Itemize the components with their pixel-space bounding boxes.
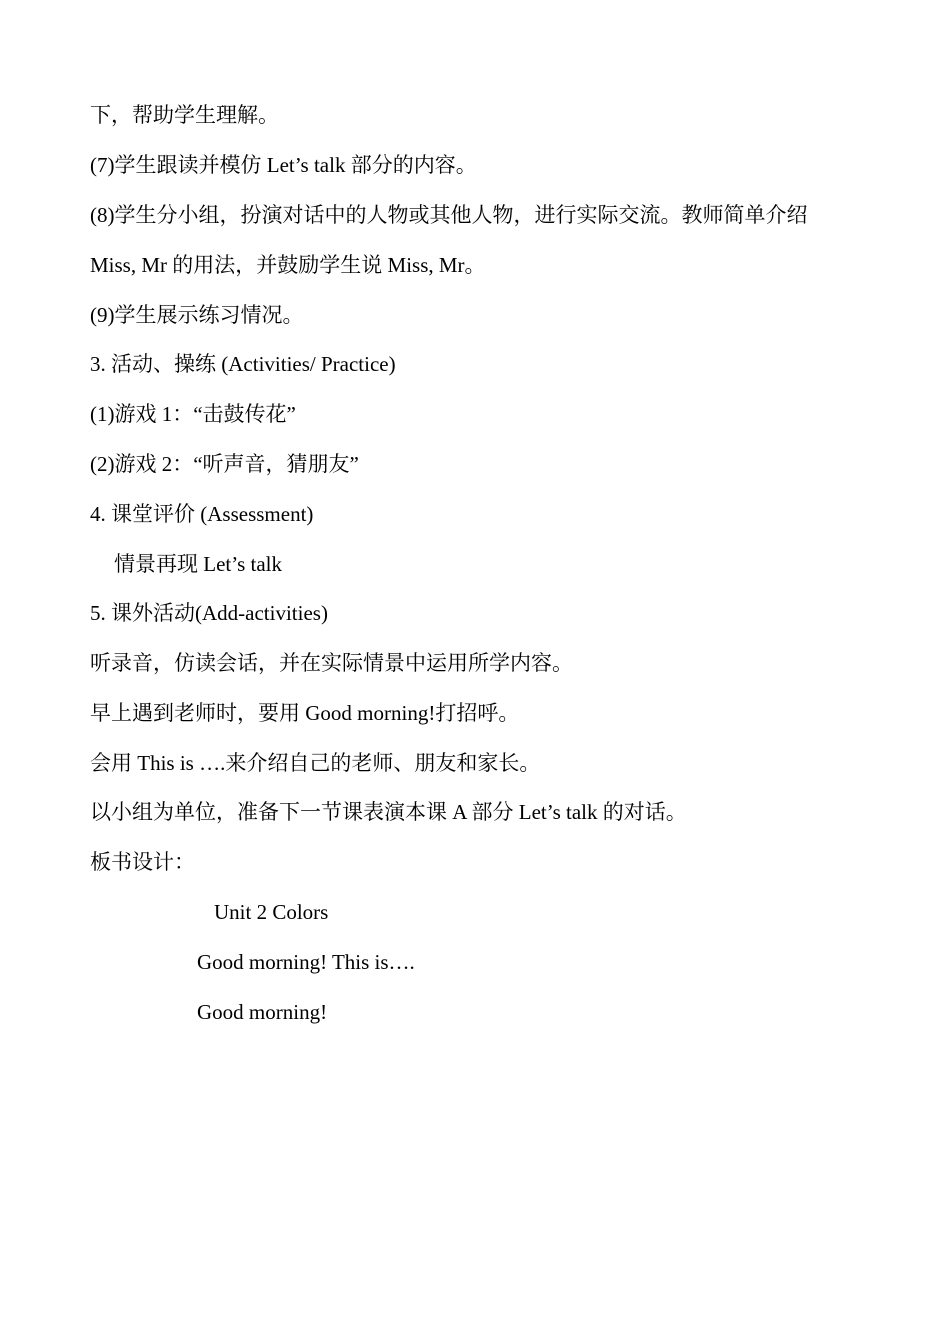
text-line-12: 听录音，仿读会话，并在实际情景中运用所学内容。 bbox=[90, 651, 573, 675]
section-heading-assessment: 4. 课堂评价 (Assessment) bbox=[90, 502, 314, 526]
text-line-1: 下，帮助学生理解。 bbox=[90, 103, 279, 127]
board-line-1: Good morning! This is…. bbox=[197, 950, 415, 974]
section-heading-add-activities: 5. 课外活动(Add-activities) bbox=[90, 601, 328, 625]
text-line-14: 会用 This is ….来介绍自己的老师、朋友和家长。 bbox=[90, 751, 541, 775]
text-line-15: 以小组为单位，准备下一节课表演本课 A 部分 Let’s talk 的对话。 bbox=[90, 800, 687, 824]
text-line-5: (9)学生展示练习情况。 bbox=[90, 303, 304, 327]
section-heading-activities: 3. 活动、操练 (Activities/ Practice) bbox=[90, 352, 396, 376]
assessment-item: 情景再现 Let’s talk bbox=[114, 552, 282, 576]
board-line-2: Good morning! bbox=[197, 1000, 328, 1024]
game-2: (2)游戏 2：“听声音，猜朋友” bbox=[90, 452, 359, 476]
text-line-2: (7)学生跟读并模仿 Let’s talk 部分的内容。 bbox=[90, 153, 477, 177]
text-line-3: (8)学生分小组，扮演对话中的人物或其他人物，进行实际交流。教师简单介绍 bbox=[90, 203, 808, 227]
text-line-4: Miss, Mr 的用法，并鼓励学生说 Miss, Mr。 bbox=[90, 253, 486, 277]
board-design-label: 板书设计： bbox=[90, 850, 195, 874]
text-line-13: 早上遇到老师时，要用 Good morning!打招呼。 bbox=[90, 701, 520, 725]
game-1: (1)游戏 1：“击鼓传花” bbox=[90, 402, 296, 426]
board-title: Unit 2 Colors bbox=[214, 900, 329, 924]
